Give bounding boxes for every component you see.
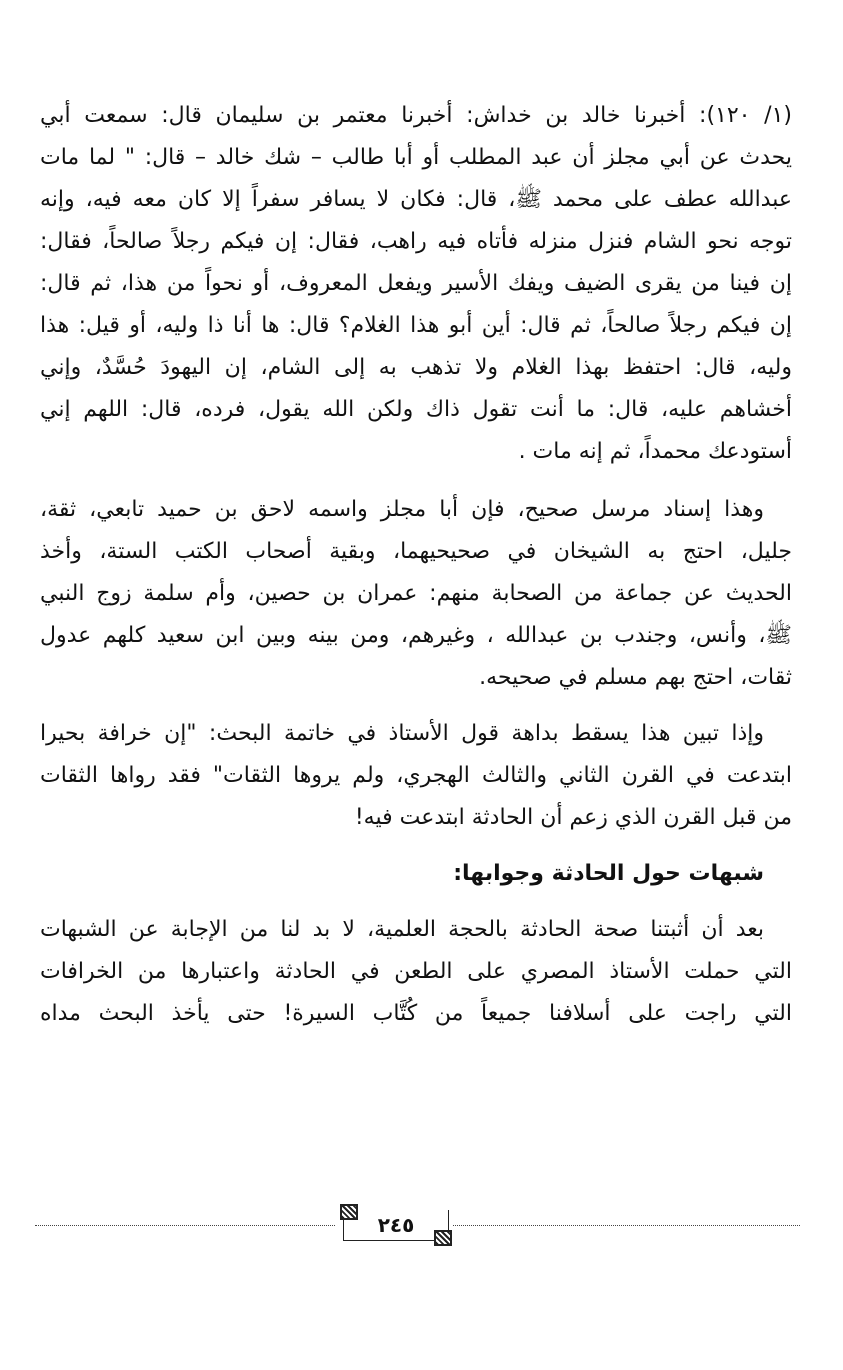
text-line: أستودعك محمداً، ثم إنه مات .	[518, 439, 792, 464]
text-line: التي حملت الأستاذ المصري على الطعن في الحادثة واعتبارها من الخرافات	[40, 959, 792, 984]
page-number-frame	[343, 1210, 449, 1241]
page-number: ٢٤٥	[377, 1213, 415, 1237]
section-heading: شبهات حول الحادثة وجوابها:	[453, 861, 764, 886]
ornament-icon	[340, 1204, 358, 1220]
text-line: توجه نحو الشام فنزل منزله فأتاه فيه راهب، فقال: إن فيكم رجلاً صالحاً، فقال:	[40, 229, 792, 254]
text-line: ثقات، احتج بهم مسلم في صحيحه.	[479, 665, 792, 690]
text-line: وهذا إسناد مرسل صحيح، فإن أبا مجلز واسمه لاحق بن حميد تابعي، ثقة،	[40, 497, 764, 522]
page-footer	[35, 1210, 800, 1250]
ornament-icon	[434, 1230, 452, 1246]
text-line: ابتدعت في القرن الثاني والثالث الهجري، ولم يروها الثقات" فقد رواها الثقات	[40, 763, 792, 788]
text-line: من قبل القرن الذي زعم أن الحادثة ابتدعت فيه!	[354, 805, 792, 830]
paragraph-hadith	[40, 95, 792, 473]
text-line: (١/ ١٢٠): أخبرنا خالد بن خداش: أخبرنا معتمر بن سليمان قال: سمعت أبي	[40, 103, 792, 128]
text-line: وإذا تبين هذا يسقط بداهة قول الأستاذ في خاتمة البحث: "إن خرافة بحيرا	[40, 721, 764, 746]
text-line: إن فيكم رجلاً صالحاً، ثم قال: أين أبو هذا الغلام؟ قال: ها أنا ذا وليه، أو قيل: هذا	[40, 313, 792, 338]
text-line: الحديث عن جماعة من الصحابة منهم: عمران بن حصين، وأم سلمة زوج النبي	[40, 581, 792, 606]
paragraph-doubts	[40, 909, 792, 1035]
dotted-rule	[35, 1225, 335, 1226]
text-line: يحدث عن أبي مجلز أن عبد المطلب أو أبا طالب – شك خالد – قال: " لما مات	[40, 145, 792, 170]
text-line: وليه، قال: احتفظ بهذا الغلام ولا تذهب به إلى الشام، إن اليهودَ حُسَّدٌ، وإني	[40, 355, 792, 380]
text-line: عبدالله عطف على محمد ﷺ، قال: فكان لا يسافر سفراً إلا كان معه فيه، وإنه	[40, 187, 792, 212]
text-line: التي راجت على أسلافنا جميعاً من كُتَّاب السيرة! حتى يأخذ البحث مداه	[40, 1001, 792, 1026]
text-line: ﷺ، وأنس، وجندب بن عبدالله ، وغيرهم، ومن بينه وبين ابن سعيد كلهم عدول	[40, 623, 792, 648]
text-line: بعد أن أثبتنا صحة الحادثة بالحجة العلمية، لا بد لنا من الإجابة عن الشبهات	[40, 917, 764, 942]
dotted-rule	[453, 1225, 800, 1226]
paragraph-conclusion	[40, 713, 792, 839]
text-line: جليل، احتج به الشيخان في صحيحيهما، وبقية أصحاب الكتب الستة، وأخذ	[40, 539, 792, 564]
paragraph-isnad	[40, 489, 792, 699]
text-line: أخشاهم عليه، قال: ما أنت تقول ذاك ولكن الله يقول، فرده، قال: اللهم إني	[40, 397, 792, 422]
page-body	[40, 95, 792, 1035]
text-line: إن فينا من يقرى الضيف ويفك الأسير ويفعل المعروف، أو نحواً من هذا، ثم قال:	[40, 271, 792, 296]
